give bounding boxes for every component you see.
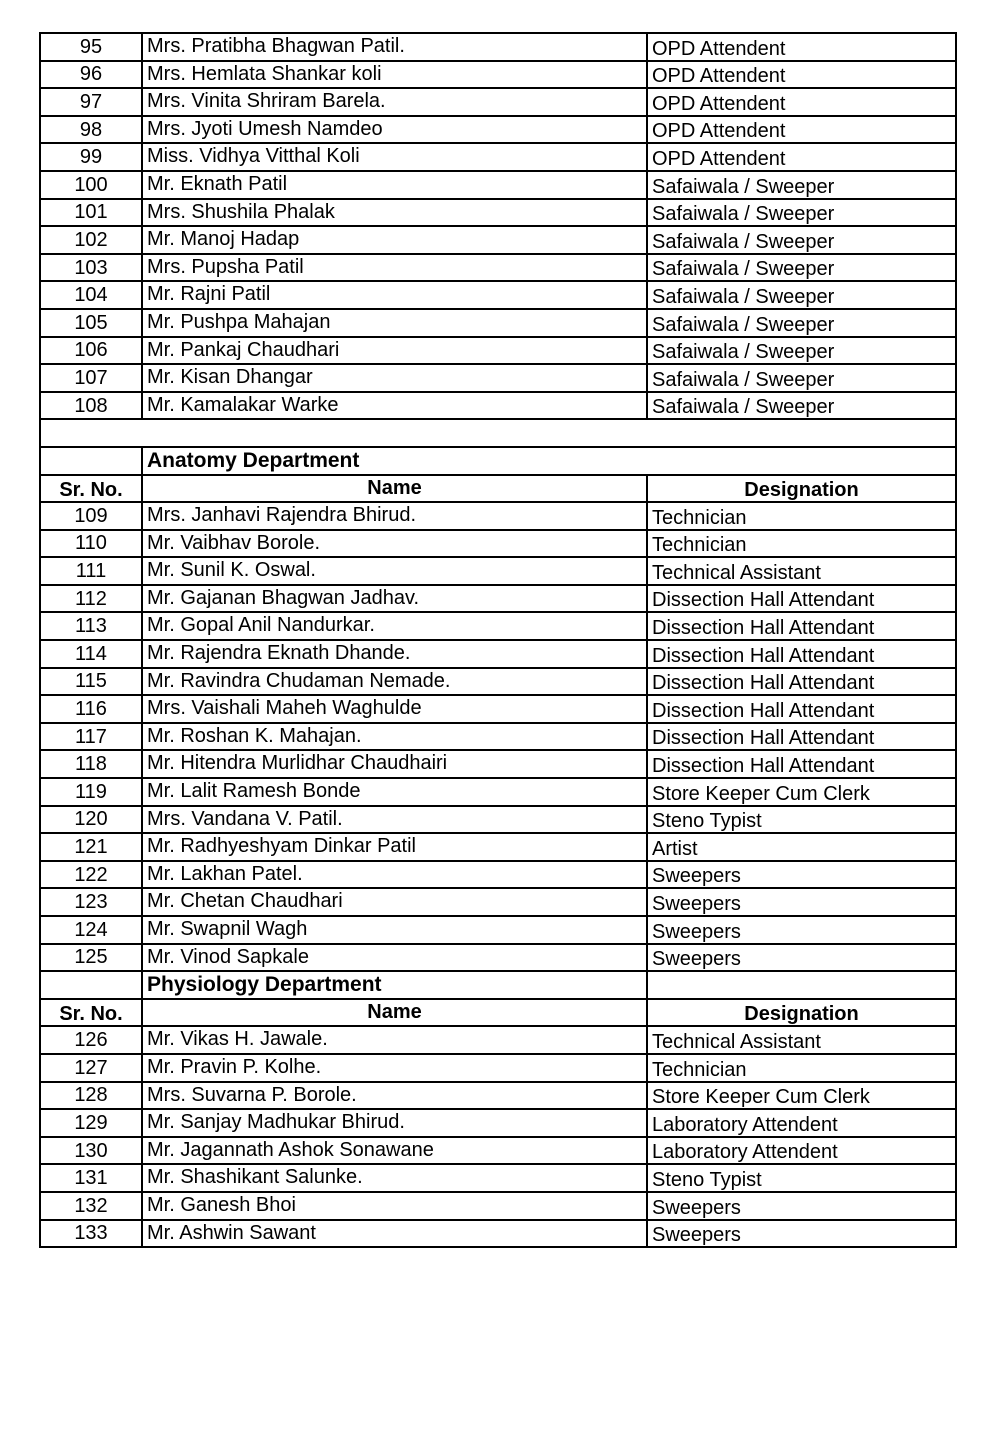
name-cell: Mr. Jagannath Ashok Sonawane <box>142 1137 647 1165</box>
section-title-row <box>40 971 956 999</box>
name-cell: Mr. Vikas H. Jawale. <box>142 1026 647 1054</box>
table-row <box>40 695 956 723</box>
section-title-blank-cell <box>40 447 142 475</box>
serial-number-cell: 119 <box>40 778 142 806</box>
table-row <box>40 1054 956 1082</box>
section-title-row <box>40 447 956 475</box>
name-cell: Mrs. Pratibha Bhagwan Patil. <box>142 33 647 61</box>
designation-cell: Sweepers <box>647 1192 956 1220</box>
serial-number-cell: 116 <box>40 695 142 723</box>
designation-cell: Dissection Hall Attendant <box>647 585 956 613</box>
name-cell: Mrs. Jyoti Umesh Namdeo <box>142 116 647 144</box>
designation-cell: Safaiwala / Sweeper <box>647 309 956 337</box>
column-header-row <box>40 999 956 1027</box>
serial-number-cell: 104 <box>40 281 142 309</box>
serial-number-cell: 103 <box>40 254 142 282</box>
name-cell: Miss. Vidhya Vitthal Koli <box>142 143 647 171</box>
name-cell: Mrs. Vinita Shriram Barela. <box>142 88 647 116</box>
designation-cell: Artist <box>647 833 956 861</box>
name-cell: Mr. Vinod Sapkale <box>142 944 647 972</box>
designation-cell: Safaiwala / Sweeper <box>647 254 956 282</box>
serial-number-cell: 109 <box>40 502 142 530</box>
serial-number-cell: 108 <box>40 392 142 420</box>
table-row <box>40 916 956 944</box>
table-row <box>40 88 956 116</box>
name-cell: Mr. Vaibhav Borole. <box>142 530 647 558</box>
serial-number-cell: 118 <box>40 750 142 778</box>
name-cell: Mr. Ganesh Bhoi <box>142 1192 647 1220</box>
staff-table <box>39 32 957 1248</box>
name-cell: Mrs. Pupsha Patil <box>142 254 647 282</box>
designation-cell: OPD Attendent <box>647 116 956 144</box>
serial-number-cell: 130 <box>40 1137 142 1165</box>
name-cell: Mr. Rajendra Eknath Dhande. <box>142 640 647 668</box>
designation-cell: Safaiwala / Sweeper <box>647 226 956 254</box>
designation-cell: Steno Typist <box>647 1164 956 1192</box>
table-row <box>40 1082 956 1110</box>
name-cell: Mr. Kisan Dhangar <box>142 364 647 392</box>
table-row <box>40 833 956 861</box>
serial-number-cell: 113 <box>40 612 142 640</box>
serial-number-cell: 111 <box>40 557 142 585</box>
column-header-row <box>40 475 956 503</box>
table-row <box>40 530 956 558</box>
column-header-sr-no: Sr. No. <box>40 999 142 1027</box>
table-row <box>40 668 956 696</box>
designation-cell: Technician <box>647 1054 956 1082</box>
name-cell: Mr. Sanjay Madhukar Bhirud. <box>142 1109 647 1137</box>
serial-number-cell: 106 <box>40 337 142 365</box>
name-cell: Mrs. Vaishali Maheh Waghulde <box>142 695 647 723</box>
section-title-blank-cell <box>40 971 142 999</box>
name-cell: Mr. Pushpa Mahajan <box>142 309 647 337</box>
table-row <box>40 309 956 337</box>
designation-cell: Store Keeper Cum Clerk <box>647 1082 956 1110</box>
table-row <box>40 364 956 392</box>
designation-cell: Dissection Hall Attendant <box>647 723 956 751</box>
designation-cell: Safaiwala / Sweeper <box>647 281 956 309</box>
name-cell: Mr. Shashikant Salunke. <box>142 1164 647 1192</box>
name-cell: Mr. Lakhan Patel. <box>142 861 647 889</box>
designation-cell: OPD Attendent <box>647 33 956 61</box>
name-cell: Mrs. Janhavi Rajendra Bhirud. <box>142 502 647 530</box>
designation-cell: Dissection Hall Attendant <box>647 695 956 723</box>
serial-number-cell: 129 <box>40 1109 142 1137</box>
serial-number-cell: 96 <box>40 61 142 89</box>
spacer-row <box>40 419 956 447</box>
column-header-name: Name <box>142 475 647 503</box>
serial-number-cell: 128 <box>40 1082 142 1110</box>
serial-number-cell: 122 <box>40 861 142 889</box>
name-cell: Mr. Roshan K. Mahajan. <box>142 723 647 751</box>
designation-cell: Technical Assistant <box>647 1026 956 1054</box>
serial-number-cell: 101 <box>40 199 142 227</box>
designation-cell: Safaiwala / Sweeper <box>647 392 956 420</box>
serial-number-cell: 127 <box>40 1054 142 1082</box>
serial-number-cell: 105 <box>40 309 142 337</box>
designation-cell: Dissection Hall Attendant <box>647 750 956 778</box>
section-title: Anatomy Department <box>142 447 956 475</box>
name-cell: Mrs. Shushila Phalak <box>142 199 647 227</box>
designation-cell: Laboratory Attendent <box>647 1137 956 1165</box>
table-row <box>40 1164 956 1192</box>
designation-cell: Technical Assistant <box>647 557 956 585</box>
name-cell: Mr. Kamalakar Warke <box>142 392 647 420</box>
name-cell: Mr. Ravindra Chudaman Nemade. <box>142 668 647 696</box>
table-row <box>40 1137 956 1165</box>
name-cell: Mr. Pankaj Chaudhari <box>142 337 647 365</box>
designation-cell: OPD Attendent <box>647 61 956 89</box>
column-header-sr-no: Sr. No. <box>40 475 142 503</box>
table-row <box>40 502 956 530</box>
section-title-blank-cell <box>647 971 956 999</box>
name-cell: Mr. Sunil K. Oswal. <box>142 557 647 585</box>
designation-cell: Steno Typist <box>647 806 956 834</box>
serial-number-cell: 132 <box>40 1192 142 1220</box>
table-row <box>40 33 956 61</box>
table-row <box>40 116 956 144</box>
table-row <box>40 750 956 778</box>
table-row <box>40 1109 956 1137</box>
name-cell: Mr. Rajni Patil <box>142 281 647 309</box>
designation-cell: OPD Attendent <box>647 88 956 116</box>
serial-number-cell: 123 <box>40 888 142 916</box>
designation-cell: Laboratory Attendent <box>647 1109 956 1137</box>
table-row <box>40 1220 956 1248</box>
table-row <box>40 778 956 806</box>
serial-number-cell: 102 <box>40 226 142 254</box>
column-header-designation: Designation <box>647 475 956 503</box>
table-row <box>40 612 956 640</box>
name-cell: Mr. Manoj Hadap <box>142 226 647 254</box>
table-row <box>40 254 956 282</box>
table-row <box>40 806 956 834</box>
serial-number-cell: 114 <box>40 640 142 668</box>
spacer-cell <box>40 419 956 447</box>
table-row <box>40 723 956 751</box>
serial-number-cell: 126 <box>40 1026 142 1054</box>
name-cell: Mrs. Hemlata Shankar koli <box>142 61 647 89</box>
designation-cell: Safaiwala / Sweeper <box>647 337 956 365</box>
serial-number-cell: 125 <box>40 944 142 972</box>
designation-cell: Dissection Hall Attendant <box>647 640 956 668</box>
designation-cell: Dissection Hall Attendant <box>647 668 956 696</box>
designation-cell: Safaiwala / Sweeper <box>647 171 956 199</box>
staff-table-body <box>40 33 956 1247</box>
table-row <box>40 640 956 668</box>
serial-number-cell: 133 <box>40 1220 142 1248</box>
designation-cell: Sweepers <box>647 916 956 944</box>
designation-cell: OPD Attendent <box>647 143 956 171</box>
serial-number-cell: 99 <box>40 143 142 171</box>
table-row <box>40 1192 956 1220</box>
serial-number-cell: 131 <box>40 1164 142 1192</box>
designation-cell: Sweepers <box>647 1220 956 1248</box>
section-title: Physiology Department <box>142 971 647 999</box>
name-cell: Mr. Chetan Chaudhari <box>142 888 647 916</box>
designation-cell: Safaiwala / Sweeper <box>647 364 956 392</box>
column-header-designation: Designation <box>647 999 956 1027</box>
table-row <box>40 861 956 889</box>
table-row <box>40 944 956 972</box>
name-cell: Mr. Hitendra Murlidhar Chaudhairi <box>142 750 647 778</box>
name-cell: Mrs. Vandana V. Patil. <box>142 806 647 834</box>
name-cell: Mr. Gopal Anil Nandurkar. <box>142 612 647 640</box>
serial-number-cell: 95 <box>40 33 142 61</box>
table-row <box>40 1026 956 1054</box>
table-row <box>40 585 956 613</box>
serial-number-cell: 117 <box>40 723 142 751</box>
serial-number-cell: 121 <box>40 833 142 861</box>
name-cell: Mr. Ashwin Sawant <box>142 1220 647 1248</box>
name-cell: Mr. Eknath Patil <box>142 171 647 199</box>
name-cell: Mr. Pravin P. Kolhe. <box>142 1054 647 1082</box>
serial-number-cell: 107 <box>40 364 142 392</box>
name-cell: Mr. Swapnil Wagh <box>142 916 647 944</box>
name-cell: Mr. Lalit Ramesh Bonde <box>142 778 647 806</box>
serial-number-cell: 115 <box>40 668 142 696</box>
table-row <box>40 226 956 254</box>
table-row <box>40 392 956 420</box>
serial-number-cell: 98 <box>40 116 142 144</box>
table-row <box>40 888 956 916</box>
designation-cell: Technician <box>647 502 956 530</box>
table-row <box>40 337 956 365</box>
table-row <box>40 281 956 309</box>
table-row <box>40 61 956 89</box>
table-row <box>40 171 956 199</box>
designation-cell: Sweepers <box>647 861 956 889</box>
designation-cell: Technician <box>647 530 956 558</box>
designation-cell: Store Keeper Cum Clerk <box>647 778 956 806</box>
serial-number-cell: 120 <box>40 806 142 834</box>
name-cell: Mrs. Suvarna P. Borole. <box>142 1082 647 1110</box>
table-row <box>40 199 956 227</box>
serial-number-cell: 97 <box>40 88 142 116</box>
table-row <box>40 143 956 171</box>
name-cell: Mr. Radhyeshyam Dinkar Patil <box>142 833 647 861</box>
name-cell: Mr. Gajanan Bhagwan Jadhav. <box>142 585 647 613</box>
serial-number-cell: 124 <box>40 916 142 944</box>
serial-number-cell: 110 <box>40 530 142 558</box>
serial-number-cell: 100 <box>40 171 142 199</box>
serial-number-cell: 112 <box>40 585 142 613</box>
table-row <box>40 557 956 585</box>
column-header-name: Name <box>142 999 647 1027</box>
designation-cell: Safaiwala / Sweeper <box>647 199 956 227</box>
designation-cell: Sweepers <box>647 888 956 916</box>
designation-cell: Dissection Hall Attendant <box>647 612 956 640</box>
designation-cell: Sweepers <box>647 944 956 972</box>
